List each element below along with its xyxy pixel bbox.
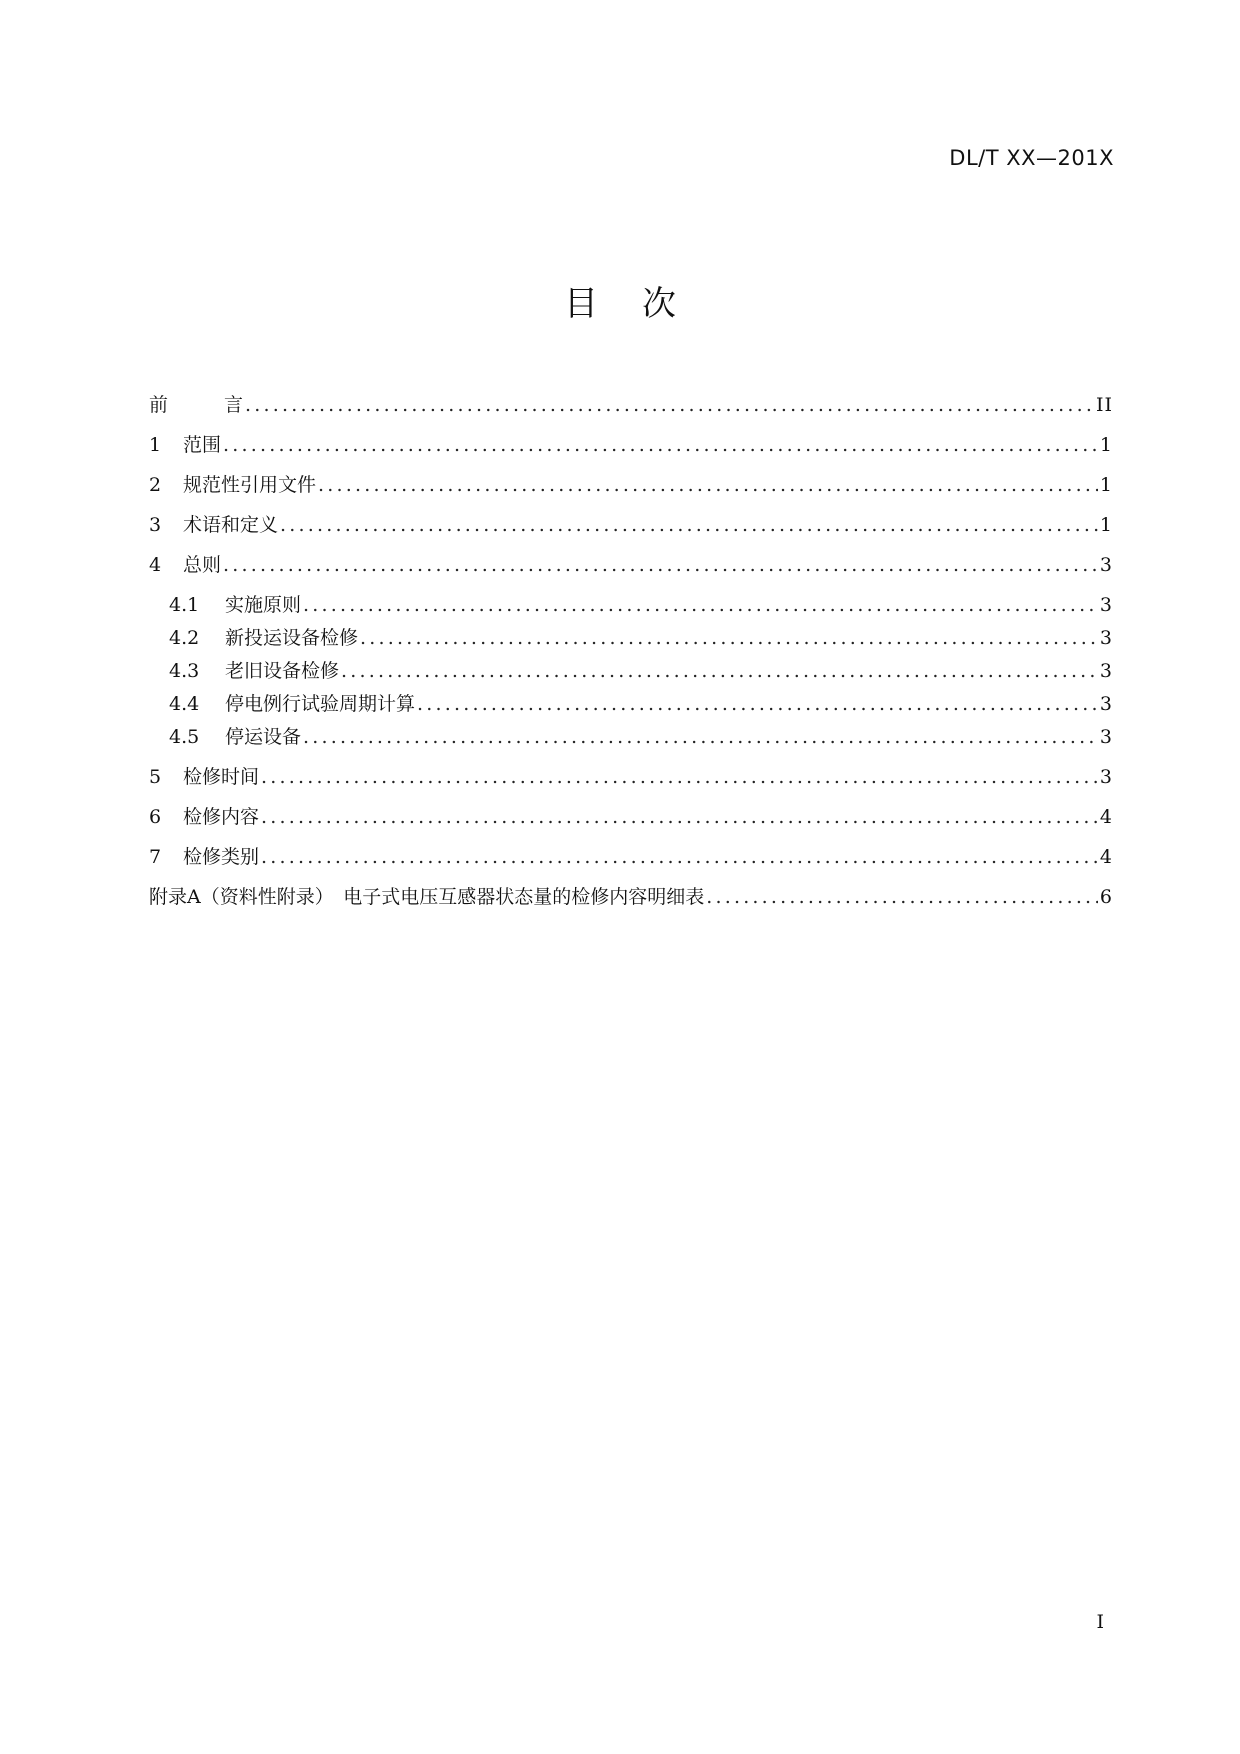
toc-leader-dots: [223, 554, 1098, 576]
toc-entry-page: 3: [1099, 660, 1113, 682]
toc-entry[interactable]: [149, 510, 1113, 543]
toc-entry-label: 检修时间: [183, 766, 260, 788]
toc-entry-appendix-a[interactable]: [149, 882, 1113, 915]
toc-entry-label: 范围: [183, 434, 222, 456]
toc-entry-page: 6: [1099, 886, 1113, 908]
toc-leader-dots: [223, 434, 1098, 456]
toc-entry[interactable]: [149, 802, 1113, 835]
toc-subentry[interactable]: [149, 722, 1113, 755]
toc-leader-dots: [303, 594, 1098, 616]
toc-entry-label: 实施原则: [225, 594, 302, 616]
toc-leader-dots: [303, 726, 1098, 748]
toc-entry[interactable]: [149, 470, 1113, 503]
toc-entry-number: 6: [149, 806, 162, 828]
toc-entry-label-b: 言: [224, 394, 244, 416]
toc-entry-number: 4.5: [169, 726, 200, 748]
toc-entry-label: 停电例行试验周期计算: [225, 693, 416, 715]
toc-entry-page: 4: [1099, 846, 1113, 868]
toc-leader-dots: [706, 886, 1098, 908]
toc-entry-number: 4.2: [169, 627, 200, 649]
toc-leader-dots: [280, 514, 1098, 536]
toc-entry[interactable]: [149, 550, 1113, 583]
page-title: 目次: [564, 284, 720, 324]
toc-entry-foreword[interactable]: [149, 390, 1113, 423]
toc-subentry[interactable]: [149, 656, 1113, 689]
toc-entry-page: 3: [1099, 726, 1113, 748]
toc-leader-dots: [261, 766, 1098, 788]
toc-entry[interactable]: [149, 842, 1113, 875]
toc-entry-page: 1: [1099, 434, 1113, 456]
toc-entry[interactable]: [149, 762, 1113, 795]
toc-entry-page: 4: [1099, 806, 1113, 828]
toc-entry-page: 3: [1099, 554, 1113, 576]
toc-entry-page: 3: [1099, 766, 1113, 788]
toc-entry-page: 3: [1099, 693, 1113, 715]
toc-subentry[interactable]: [149, 689, 1113, 722]
toc-entry-number: 7: [149, 846, 162, 868]
toc-entry-page: 1: [1099, 474, 1113, 496]
toc-leader-dots: [360, 627, 1098, 649]
toc-entry-label: 规范性引用文件: [183, 474, 317, 496]
toc-entry-number: 5: [149, 766, 162, 788]
toc-leader-dots: [245, 394, 1094, 416]
toc-leader-dots: [318, 474, 1098, 496]
toc-leader-dots: [261, 846, 1098, 868]
toc-entry-label: 新投运设备检修: [225, 627, 359, 649]
toc-entry[interactable]: [149, 430, 1113, 463]
toc-entry-number: 4.4: [169, 693, 200, 715]
page-number: I: [1096, 1611, 1104, 1633]
document-code: DL/T XX—201X: [949, 146, 1114, 170]
toc-entry-label: 老旧设备检修: [225, 660, 340, 682]
toc-entry-label: 附录A（资料性附录） 电子式电压互感器状态量的检修内容明细表: [149, 886, 705, 908]
toc-entry-label: 检修类别: [183, 846, 260, 868]
toc-entry-number: 3: [149, 514, 162, 536]
toc-subentry[interactable]: [149, 623, 1113, 656]
toc-entry-label: 停运设备: [225, 726, 302, 748]
toc-entry-page: 1: [1099, 514, 1113, 536]
toc-entry-label: 术语和定义: [183, 514, 279, 536]
toc-leader-dots: [417, 693, 1098, 715]
toc-entry-label-a: 前: [149, 394, 225, 416]
table-of-contents: [149, 390, 1113, 915]
toc-entry-number: 4: [149, 554, 162, 576]
toc-entry-page: II: [1095, 394, 1113, 416]
toc-entry-page: 3: [1099, 627, 1113, 649]
toc-entry-number: 2: [149, 474, 162, 496]
toc-entry-label: 总则: [183, 554, 222, 576]
toc-entry-number: 4.1: [169, 594, 200, 616]
toc-entry-page: 3: [1099, 594, 1113, 616]
toc-leader-dots: [341, 660, 1098, 682]
toc-subentry[interactable]: [149, 590, 1113, 623]
toc-entry-number: 1: [149, 434, 162, 456]
toc-entry-number: 4.3: [169, 660, 200, 682]
toc-leader-dots: [261, 806, 1098, 828]
toc-entry-label: 检修内容: [183, 806, 260, 828]
